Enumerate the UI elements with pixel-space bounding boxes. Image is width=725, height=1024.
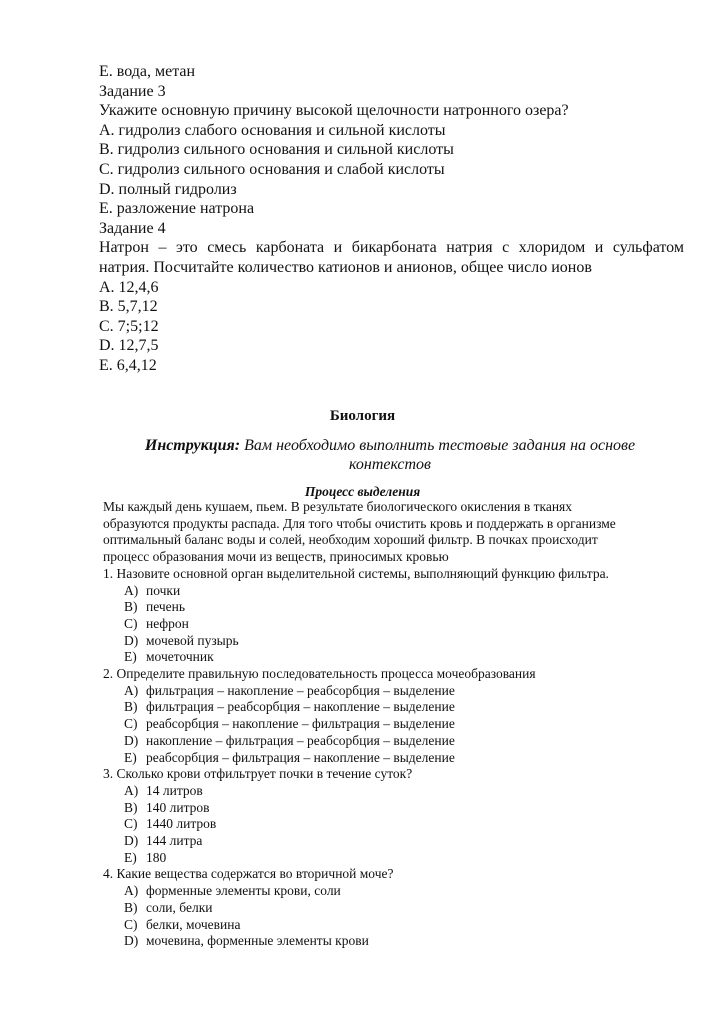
option-text: нефрон xyxy=(146,615,189,631)
biology-instruction xyxy=(110,436,670,474)
option-text: накопление – фильтрация – реабсорбция – выделение xyxy=(146,732,455,748)
option-text: фильтрация – реабсорбция – накопление – выделение xyxy=(146,699,455,715)
option-label: B) xyxy=(124,599,138,615)
context-line: Мы каждый день кушаем, пьем. В результате биологического окисления в тканях xyxy=(103,499,573,514)
option-label: A) xyxy=(124,782,139,798)
option-text: почки xyxy=(146,582,181,598)
option-text: мочевой пузырь xyxy=(146,632,239,648)
task4-option-e: E. 6,4,12 xyxy=(99,356,157,374)
question-2: 2. Определите правильную последовательность процесса мочеобразования xyxy=(103,666,536,682)
prev-option-e: E. вода, метан xyxy=(99,63,196,80)
task3-option-b: B. гидролиз сильного основания и сильной кислоты xyxy=(99,141,454,159)
question-4-option xyxy=(103,933,693,950)
question-2-option xyxy=(103,699,693,716)
option-label: D) xyxy=(124,933,139,949)
option-text: 144 литра xyxy=(146,833,203,849)
option-text: форменные элементы крови, соли xyxy=(146,883,341,899)
question-1: 1. Назовите основной орган выделительной системы, выполняющий функцию фильтра. xyxy=(103,565,609,581)
option-label: E) xyxy=(124,649,137,665)
question-2-option xyxy=(103,750,693,767)
biology-heading: Биология xyxy=(329,408,396,424)
question-3-option xyxy=(103,850,693,867)
option-label: E) xyxy=(124,849,137,865)
option-label: A) xyxy=(124,883,139,899)
option-label: B) xyxy=(124,699,138,715)
task3-title: Задание 3 xyxy=(99,82,166,100)
instruction-label: Инструкция: xyxy=(144,437,241,454)
context-line: образуются продукты распада. Для того чтобы очистить кровь и поддержать в организме xyxy=(103,515,616,531)
question-2-option xyxy=(103,716,693,733)
option-text: мочевина, форменные элементы крови xyxy=(146,933,369,949)
option-text: реабсорбция – фильтрация – накопление – выделение xyxy=(146,749,455,765)
biology-section xyxy=(103,499,693,950)
option-label: C) xyxy=(124,816,138,832)
option-text: 140 литров xyxy=(146,799,210,815)
question-1-option xyxy=(103,599,693,616)
question-1-option xyxy=(103,633,693,650)
task4-title: Задание 4 xyxy=(99,219,166,237)
question-2-option xyxy=(103,733,693,750)
option-label: E) xyxy=(124,749,137,765)
context-line: оптимальный баланс воды и солей, необходим хороший фильтр. В почках происходит xyxy=(103,532,598,548)
task4-option-c: C. 7;5;12 xyxy=(99,317,159,335)
context-line: процесс образования мочи из веществ, приносимых кровью xyxy=(103,549,449,565)
option-label: C) xyxy=(124,615,138,631)
question-1-option xyxy=(103,616,693,633)
task4-option-a: A. 12,4,6 xyxy=(99,278,159,296)
task4-option-d: D. 12,7,5 xyxy=(99,337,159,355)
question-3-option xyxy=(103,816,693,833)
question-1-option xyxy=(103,583,693,600)
task4-question-line1: Натрон – это смесь карбоната и бикарбоната натрия с хлоридом и сульфатом xyxy=(99,239,684,257)
option-label: A) xyxy=(124,582,139,598)
option-text: фильтрация – накопление – реабсорбция – выделение xyxy=(146,682,455,698)
option-label: C) xyxy=(124,716,138,732)
option-label: D) xyxy=(124,732,139,748)
question-4: 4. Какие вещества содержатся во вторичной моче? xyxy=(103,866,394,882)
task3-question: Укажите основную причину высокой щелочности натронного озера? xyxy=(99,102,569,120)
instruction-text: Вам необходимо выполнить тестовые задания на основе контекстов xyxy=(240,437,636,473)
question-4-option xyxy=(103,900,693,917)
option-text: 1440 литров xyxy=(146,816,217,832)
question-1-option xyxy=(103,649,693,666)
question-3-option xyxy=(103,800,693,817)
context-subheading: Процесс выделения xyxy=(304,484,421,499)
task3-option-c: C. гидролиз сильного основания и слабой кислоты xyxy=(99,160,445,178)
option-label: D) xyxy=(124,833,139,849)
option-text: белки, мочевина xyxy=(146,916,241,932)
task3-option-e: E. разложение натрона xyxy=(99,200,255,218)
option-text: мочеточник xyxy=(146,649,214,665)
option-text: 14 литров xyxy=(146,782,203,798)
question-2-option xyxy=(103,683,693,700)
question-4-option xyxy=(103,917,693,934)
chemistry-section xyxy=(99,62,684,376)
option-label: B) xyxy=(124,799,138,815)
option-text: соли, белки xyxy=(146,899,213,915)
question-3-option xyxy=(103,833,693,850)
task4-option-b: B. 5,7,12 xyxy=(99,298,158,316)
task4-question-line2: натрия. Посчитайте количество катионов и анионов, общее число ионов xyxy=(99,258,592,276)
option-label: D) xyxy=(124,632,139,648)
option-text: реабсорбция – накопление – фильтрация – выделение xyxy=(146,716,455,732)
option-label: A) xyxy=(124,682,139,698)
question-3-option xyxy=(103,783,693,800)
task3-option-d: D. полный гидролиз xyxy=(99,180,237,198)
option-label: C) xyxy=(124,916,138,932)
option-text: 180 xyxy=(146,849,167,865)
option-text: печень xyxy=(146,599,186,615)
task3-option-a: A. гидролиз слабого основания и сильной кислоты xyxy=(99,121,446,139)
option-label: B) xyxy=(124,899,138,915)
question-4-option xyxy=(103,883,693,900)
question-3: 3. Сколько крови отфильтрует почки в течение суток? xyxy=(103,766,413,782)
